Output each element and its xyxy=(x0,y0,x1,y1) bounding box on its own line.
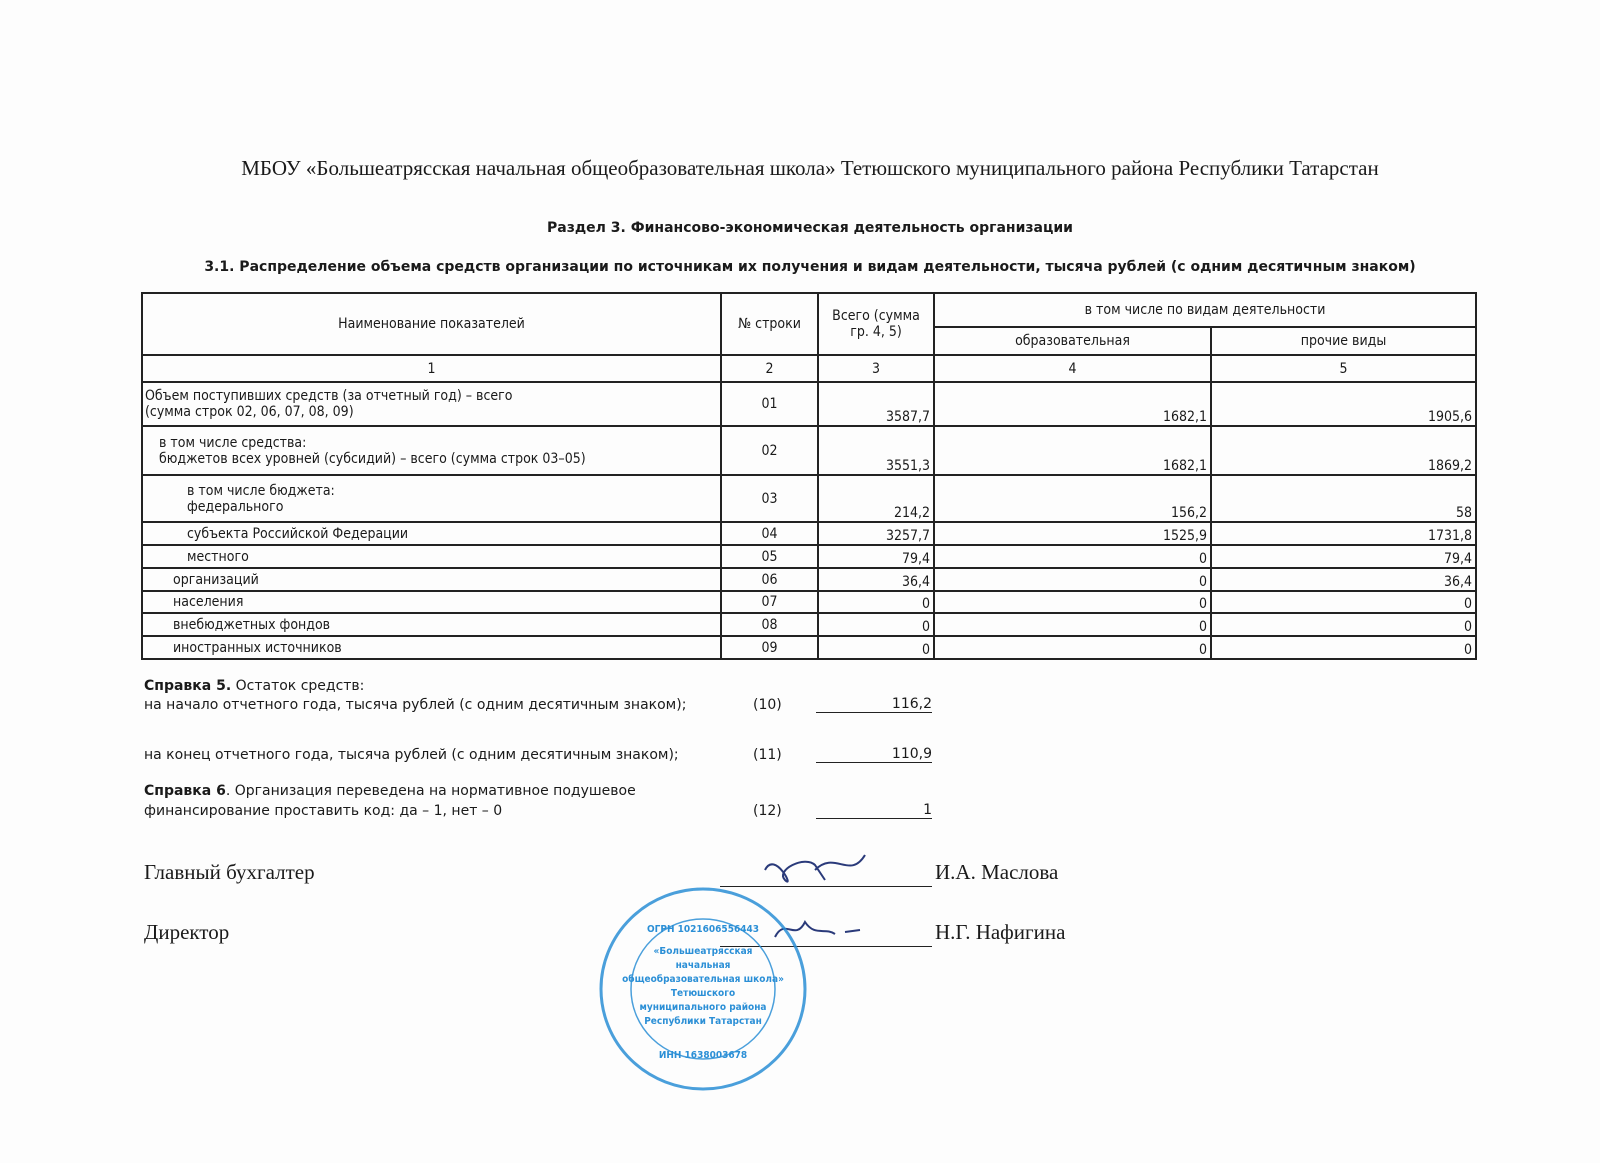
stamp-text-line: начальная xyxy=(675,960,731,971)
accountant-name: И.А. Маслова xyxy=(935,860,1059,884)
row-name-line: (сумма строк 02, 06, 07, 08, 09) xyxy=(145,404,354,420)
stamp-text-line: «Большеатрясская xyxy=(653,946,753,957)
row-educational: 0 xyxy=(934,545,1211,568)
row-total: 36,4 xyxy=(818,568,934,591)
row-total: 0 xyxy=(818,591,934,613)
note-5-end-value: 110,9 xyxy=(816,746,932,763)
row-name-text: внебюджетных фондов xyxy=(173,616,331,633)
row-name-line: в том числе средства: xyxy=(159,434,307,451)
row-name xyxy=(142,568,721,591)
row-name xyxy=(142,545,721,568)
row-code: 04 xyxy=(721,522,818,545)
row-educational: 156,2 xyxy=(934,475,1211,522)
table-row xyxy=(142,613,1476,636)
row-name xyxy=(142,382,721,426)
table-row xyxy=(142,426,1476,475)
col-number: 3 xyxy=(818,355,934,382)
header-row-no: № строки xyxy=(721,293,818,355)
row-educational: 0 xyxy=(934,591,1211,613)
row-name-line: Объем поступивших средств (за отчетный год) – всего xyxy=(145,388,513,404)
row-total: 214,2 xyxy=(818,475,934,522)
row-name xyxy=(142,426,721,475)
row-total: 79,4 xyxy=(818,545,934,568)
note-6-value: 1 xyxy=(816,802,932,819)
row-educational: 1682,1 xyxy=(934,426,1211,475)
row-code: 03 xyxy=(721,475,818,522)
subsection-title: 3.1. Распределение объема средств организации по источникам их получения и видам деятельности, тысяча рублей (с одним десятичным знаком) xyxy=(204,259,1416,275)
row-code: 02 xyxy=(721,426,818,475)
row-name xyxy=(142,636,721,659)
section-title: Раздел 3. Финансово-экономическая деятельность организации xyxy=(547,220,1073,236)
row-name-text: населения xyxy=(173,594,244,610)
table-row xyxy=(142,522,1476,545)
col-number: 1 xyxy=(142,355,721,382)
note-5-end-code: (11) xyxy=(753,747,782,763)
row-educational: 1682,1 xyxy=(934,382,1211,426)
stamp-id-text: ИНН 1638003678 xyxy=(658,1050,748,1061)
row-code: 07 xyxy=(721,591,818,613)
row-educational: 1525,9 xyxy=(934,522,1211,545)
header-educational: образовательная xyxy=(934,327,1211,355)
note-6-label: Справка 6 xyxy=(144,783,226,799)
header-other: прочие виды xyxy=(1211,327,1476,355)
table-row xyxy=(142,636,1476,659)
finance-table xyxy=(141,292,1477,660)
stamp-text-line: Республики Татарстан xyxy=(644,1016,762,1027)
row-name-line: в том числе бюджета: xyxy=(187,482,335,499)
row-name xyxy=(142,475,721,522)
official-stamp xyxy=(598,886,808,1092)
note-6-code: (12) xyxy=(753,803,782,819)
row-other: 1905,6 xyxy=(1211,382,1476,426)
row-educational: 0 xyxy=(934,636,1211,659)
note-6-line1 xyxy=(144,783,636,799)
row-name-text: местного xyxy=(187,548,249,565)
row-other: 79,4 xyxy=(1211,545,1476,568)
note-6-text: . Организация переведена на нормативное подушевое xyxy=(225,783,636,799)
row-total: 3551,3 xyxy=(818,426,934,475)
row-name-text: субъекта Российской Федерации xyxy=(187,525,409,542)
row-total: 0 xyxy=(818,636,934,659)
row-other: 58 xyxy=(1211,475,1476,522)
row-name-line: бюджетов всех уровней (субсидий) – всего (сумма строк 03–05) xyxy=(159,450,586,467)
stamp-text-line: общеобразовательная школа» xyxy=(622,974,784,985)
row-total: 0 xyxy=(818,613,934,636)
row-other: 36,4 xyxy=(1211,568,1476,591)
row-name-line: федерального xyxy=(187,498,284,515)
row-code: 09 xyxy=(721,636,818,659)
row-other: 0 xyxy=(1211,613,1476,636)
row-code: 08 xyxy=(721,613,818,636)
stamp-text-line: муниципального района xyxy=(639,1002,767,1013)
row-educational: 0 xyxy=(934,613,1211,636)
accountant-role: Главный бухгалтер xyxy=(144,860,315,884)
row-total: 3257,7 xyxy=(818,522,934,545)
row-name-text: иностранных источников xyxy=(173,639,342,656)
row-code: 06 xyxy=(721,568,818,591)
row-name xyxy=(142,522,721,545)
accountant-signature xyxy=(755,850,875,890)
director-role: Директор xyxy=(144,920,230,944)
header-total: Всего (сумма гр. 4, 5) xyxy=(818,293,934,355)
stamp-text-line: Тетюшского xyxy=(670,988,736,999)
table-row xyxy=(142,475,1476,522)
col-number: 4 xyxy=(934,355,1211,382)
stamp-id-text: ОГРН 1021606556443 xyxy=(646,924,760,935)
organization-title: МБОУ «Большеатрясская начальная общеобразовательная школа» Тетюшского муниципального района Республики Татарстан xyxy=(241,156,1379,180)
row-code: 01 xyxy=(721,382,818,426)
note-5-text: Остаток средств: xyxy=(231,678,365,694)
note-5-start-label: на начало отчетного года, тысяча рублей (с одним десятичным знаком); xyxy=(144,697,687,713)
note-5-title xyxy=(144,678,364,694)
row-total: 3587,7 xyxy=(818,382,934,426)
row-name-text: организаций xyxy=(173,571,259,588)
col-number: 5 xyxy=(1211,355,1476,382)
row-educational: 0 xyxy=(934,568,1211,591)
row-code: 05 xyxy=(721,545,818,568)
row-name xyxy=(142,613,721,636)
note-5-label: Справка 5. xyxy=(144,678,232,694)
note-5-start-value: 116,2 xyxy=(816,696,932,713)
row-other: 0 xyxy=(1211,591,1476,613)
row-name xyxy=(142,591,721,613)
table-row xyxy=(142,545,1476,568)
director-name: Н.Г. Нафигина xyxy=(935,920,1066,944)
row-other: 0 xyxy=(1211,636,1476,659)
header-name: Наименование показателей xyxy=(142,293,721,355)
note-6-line2: финансирование проставить код: да – 1, нет – 0 xyxy=(144,803,503,819)
table-row xyxy=(142,568,1476,591)
table-row xyxy=(142,382,1476,426)
note-5-start-code: (10) xyxy=(753,697,782,713)
table-row xyxy=(142,591,1476,613)
col-number: 2 xyxy=(721,355,818,382)
header-by-type: в том числе по видам деятельности xyxy=(934,293,1476,327)
row-other: 1731,8 xyxy=(1211,522,1476,545)
note-5-end-label: на конец отчетного года, тысяча рублей (с одним десятичным знаком); xyxy=(144,747,679,763)
row-other: 1869,2 xyxy=(1211,426,1476,475)
